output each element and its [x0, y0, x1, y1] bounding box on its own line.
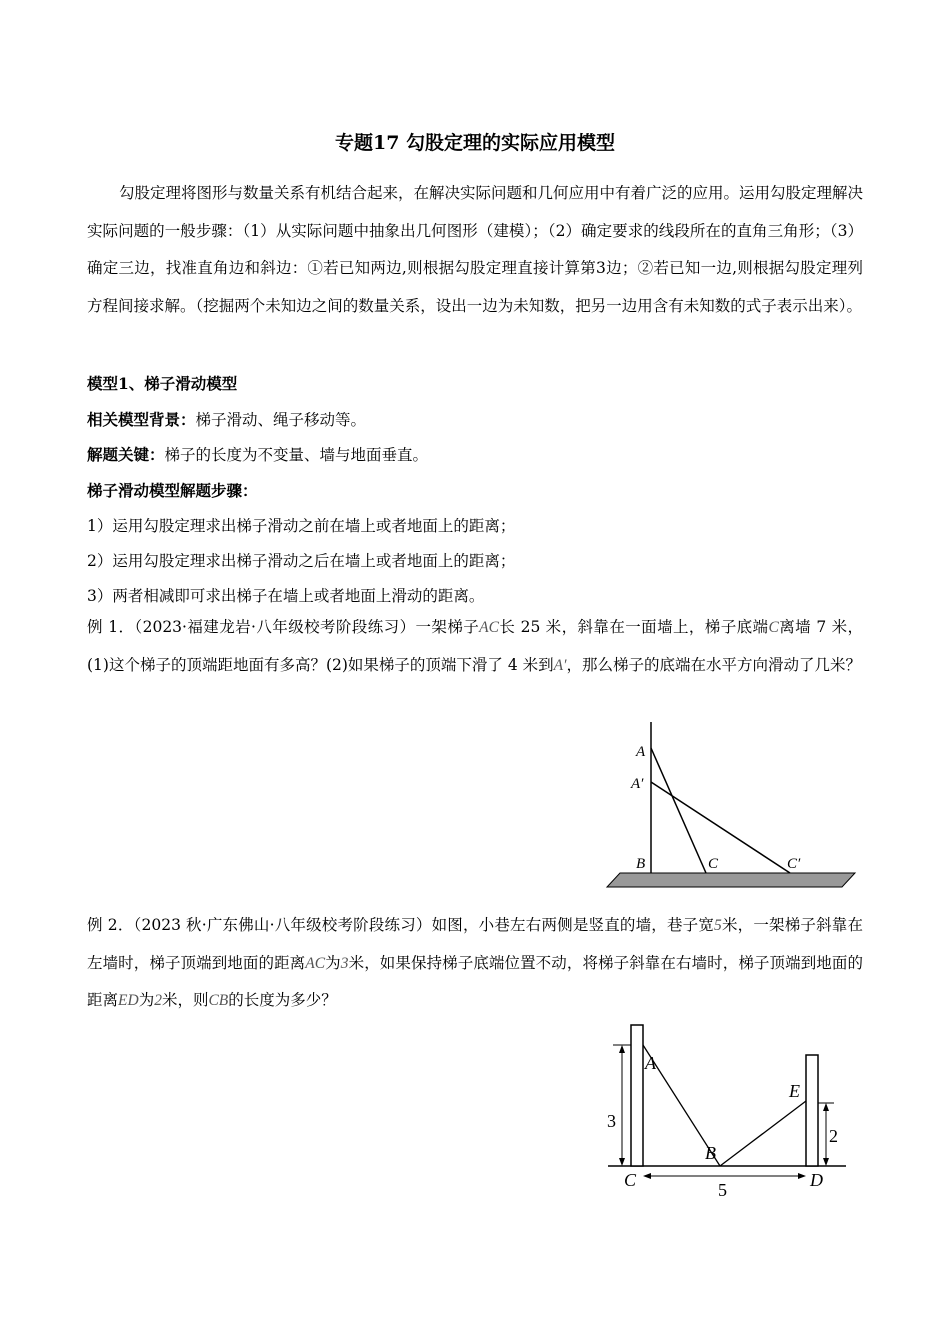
text: 米，则 [161, 991, 209, 1009]
math: CB [208, 992, 229, 1009]
left-wall [631, 1025, 643, 1166]
math: ED [118, 992, 139, 1009]
key-text: 梯子的长度为不变量、墙与地面垂直。 [164, 446, 429, 464]
step-item: 2）运用勾股定理求出梯子滑动之后在墙上或者地面上的距离； [87, 552, 516, 570]
math: 2 [154, 992, 162, 1009]
label-A: A [645, 1053, 656, 1073]
arrow-head [823, 1158, 829, 1166]
math: C [768, 619, 779, 636]
ladder-before [651, 748, 706, 873]
text: 离墙 7 米，(1)这个梯子的顶端距地面有多高？(2)如果梯子的顶端下滑了 4 米到 [87, 618, 863, 674]
key-label: 解题关键： [87, 445, 165, 464]
arrow-head [619, 1158, 625, 1166]
background-label: 相关模型背景： [87, 410, 196, 429]
dim-2-label: 2 [829, 1126, 838, 1146]
right-wall [806, 1055, 818, 1166]
math: AC [479, 619, 499, 636]
arrow-head [798, 1173, 806, 1179]
step-item: 3）两者相减即可求出梯子在墙上或者地面上滑动的距离。 [87, 587, 485, 605]
steps-heading: 梯子滑动模型解题步骤： [87, 481, 258, 500]
model1-heading: 模型1、梯子滑动模型 [87, 374, 238, 393]
ladder-right [720, 1101, 806, 1166]
text: 长 25 米，斜靠在一面墙上，梯子底端 [498, 618, 769, 636]
math: 5 [714, 917, 722, 934]
ladder-after [651, 782, 790, 873]
math: 3 [340, 954, 349, 972]
intro-paragraph: 勾股定理将图形与数量关系有机结合起来，在解决实际问题和几何应用中有着广泛的应用。运用勾股定理解决实际问题的一般步骤：（1）从实际问题中抽象出几何图形（建模）；（2）确定要求的线段所在的直角三角形；（3）确定三边，找准直角边和斜边：①若已知两边,则根据勾股定理直接计算第3边；②若已知一边,则根据勾股定理列方程间接求解。（挖掘两个未知边之间的数量关系，设出一边为未知数，把另一边用含有未知数的式子表示出来）。 [87, 184, 864, 315]
label-C-prime: C′ [787, 856, 801, 872]
text: ，那么梯子的底端在水平方向滑动了几米？ [566, 655, 862, 674]
label-B: B [636, 856, 646, 872]
dim-5-label: 5 [718, 1180, 727, 1200]
text: 米，一架梯子斜靠在左墙时，梯子顶端到地面的距离 [87, 916, 863, 972]
background-text: 梯子滑动、绳子移动等。 [195, 411, 367, 429]
arrow-head [643, 1173, 651, 1179]
label-E: E [789, 1081, 800, 1101]
ground [607, 873, 855, 887]
text: 例 2．（2023 秋·广东佛山·八年级校考阶段练习）如图，小巷左右两侧是竖直的墙，巷子宽 [87, 916, 715, 934]
page-title: 专题17 勾股定理的实际应用模型 [334, 132, 616, 154]
label-C: C [708, 856, 719, 872]
label-A: A [636, 744, 646, 760]
label-A-prime: A′ [631, 776, 644, 792]
step-item: 1）运用勾股定理求出梯子滑动之前在墙上或者地面上的距离； [87, 517, 516, 535]
arrow-head [823, 1103, 829, 1111]
figure-ladder-slide [607, 722, 855, 887]
example2-text [87, 907, 863, 1020]
text: 例 1．（2023·福建龙岩·八年级校考阶段练习）一架梯子 [87, 618, 480, 636]
label-B: B [705, 1143, 716, 1163]
arrow-head [619, 1045, 625, 1053]
text: 为 [325, 953, 341, 972]
label-C: C [624, 1170, 637, 1190]
math: AC [305, 954, 326, 972]
math: A′ [553, 656, 567, 674]
text: 为 [138, 991, 155, 1009]
label-D: D [810, 1170, 823, 1190]
text: 米，如果保持梯子底端位置不动，将梯子斜靠在右墙时，梯子顶端到地面的距离 [87, 953, 863, 1009]
text: 的长度为多少？ [228, 991, 337, 1009]
dim-3-label: 3 [607, 1111, 616, 1131]
figure-alley [607, 1025, 846, 1200]
